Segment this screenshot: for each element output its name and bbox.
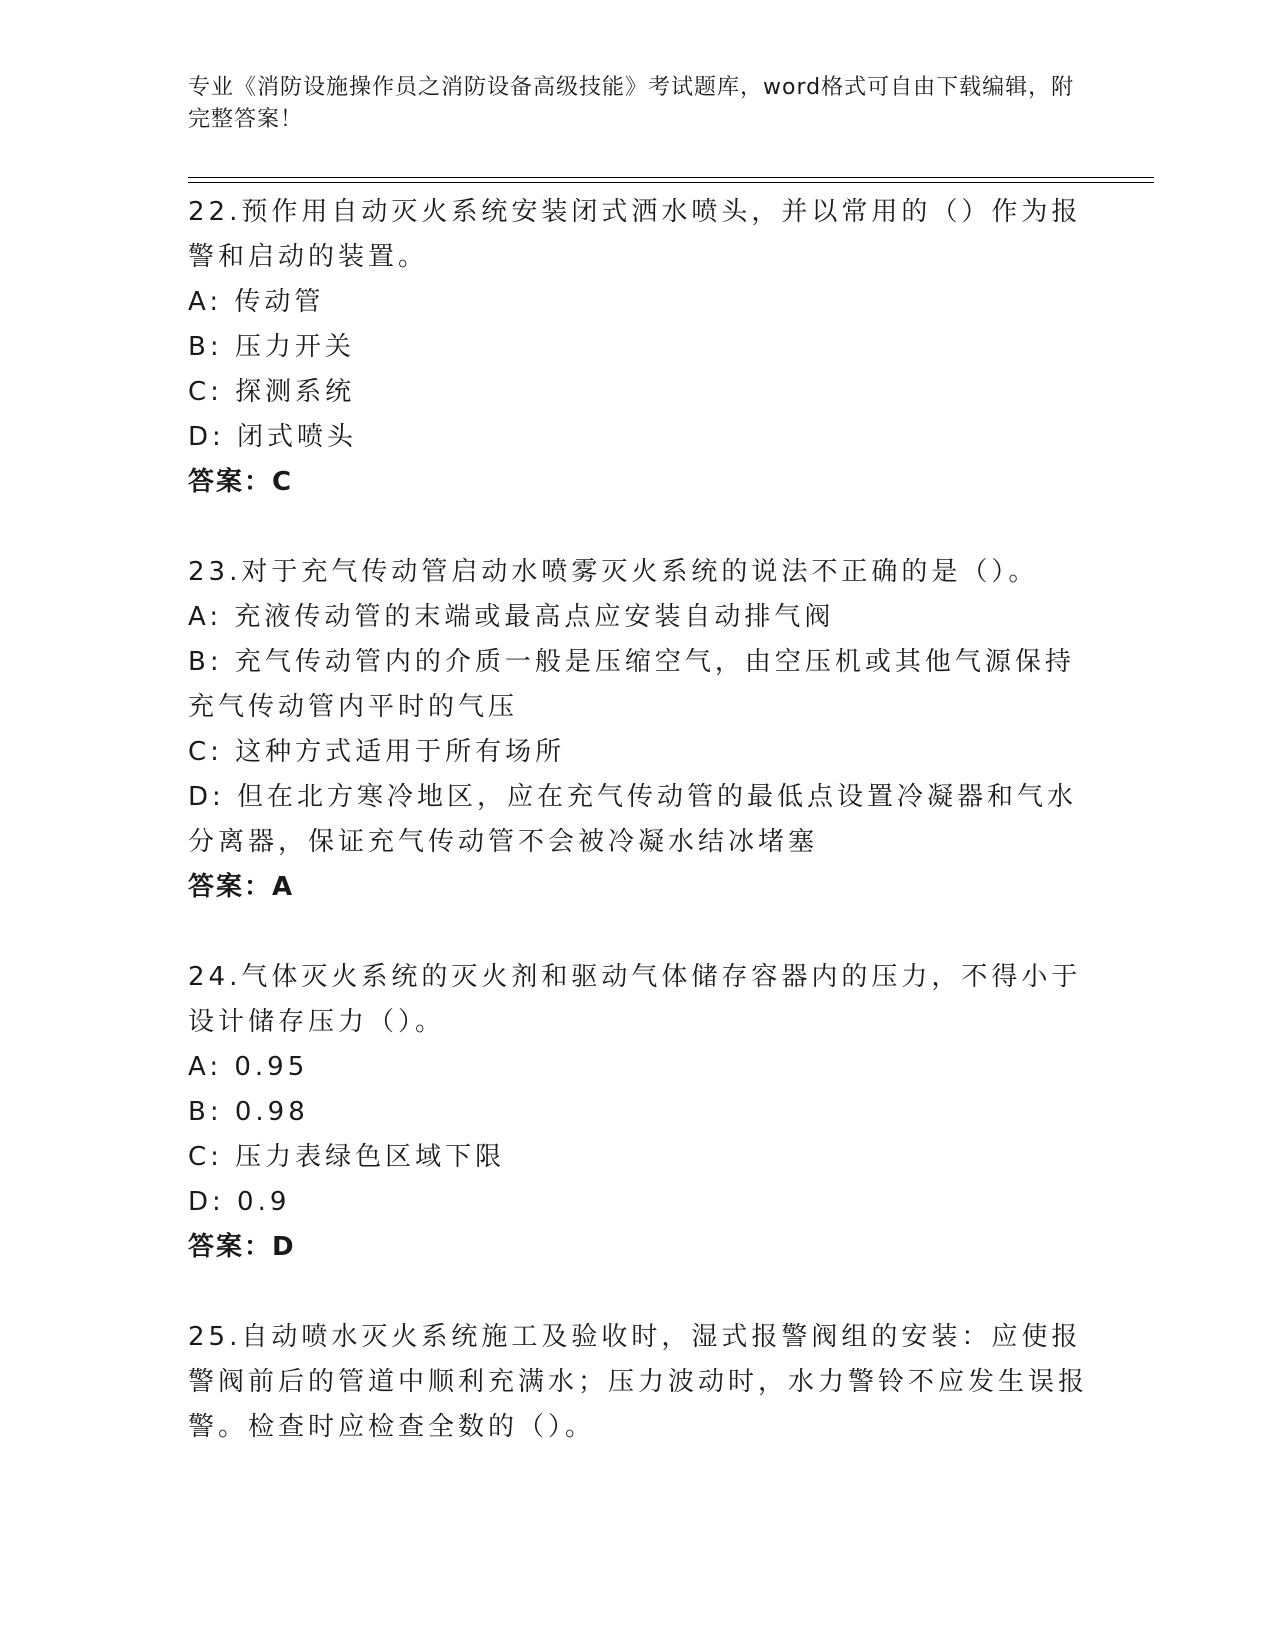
question-22: [188, 190, 1088, 505]
option-a: A: 0.95: [188, 1052, 309, 1082]
header-divider-bottom: [188, 182, 1154, 183]
option-c: C: 探测系统: [188, 377, 356, 407]
answer-line: 答案：D: [188, 1232, 296, 1262]
question-text: 25.自动喷水灭火系统施工及验收时，湿式报警阀组的安装：应使报警阀前后的管道中顺利充满水；压力波动时，水力警铃不应发生误报警。检查时应检查全数的（）。: [188, 1322, 1089, 1442]
header-divider-top: [188, 177, 1154, 178]
answer-line: 答案：A: [188, 872, 295, 902]
question-spacer: [188, 910, 1088, 955]
question-spacer: [188, 505, 1088, 550]
question-spacer: [188, 1270, 1088, 1315]
option-b: B: 压力开关: [188, 332, 355, 362]
document-header: 专业《消防设施操作员之消防设备高级技能》考试题库，word格式可自由下载编辑，附完整答案！: [188, 75, 1075, 132]
question-25: [188, 1315, 1088, 1450]
option-b: B: 充气传动管内的介质一般是压缩空气，由空压机或其他气源保持充气传动管内平时的气压: [188, 647, 1075, 722]
question-text: 23.对于充气传动管启动水喷雾灭火系统的说法不正确的是（）。: [188, 557, 1039, 587]
question-24: [188, 955, 1088, 1270]
question-text: 22.预作用自动灭火系统安装闭式洒水喷头，并以常用的（）作为报警和启动的装置。: [188, 197, 1082, 272]
option-b: B: 0.98: [188, 1097, 309, 1127]
question-23: [188, 550, 1088, 910]
option-d: D: 但在北方寒冷地区，应在充气传动管的最低点设置冷凝器和气水分离器，保证充气传动管不会被冷凝水结冰堵塞: [188, 782, 1078, 857]
answer-line: 答案：C: [188, 467, 294, 497]
option-a: A: 传动管: [188, 287, 325, 317]
option-c: C: 这种方式适用于所有场所: [188, 737, 566, 767]
option-a: A: 充液传动管的末端或最高点应安装自动排气阀: [188, 602, 835, 632]
option-c: C: 压力表绿色区域下限: [188, 1142, 506, 1172]
question-text: 24.气体灭火系统的灭火剂和驱动气体储存容器内的压力，不得小于设计储存压力（）。: [188, 962, 1082, 1037]
option-d: D: 0.9: [188, 1187, 291, 1217]
question-list: [188, 190, 1088, 1450]
option-d: D: 闭式喷头: [188, 422, 358, 452]
